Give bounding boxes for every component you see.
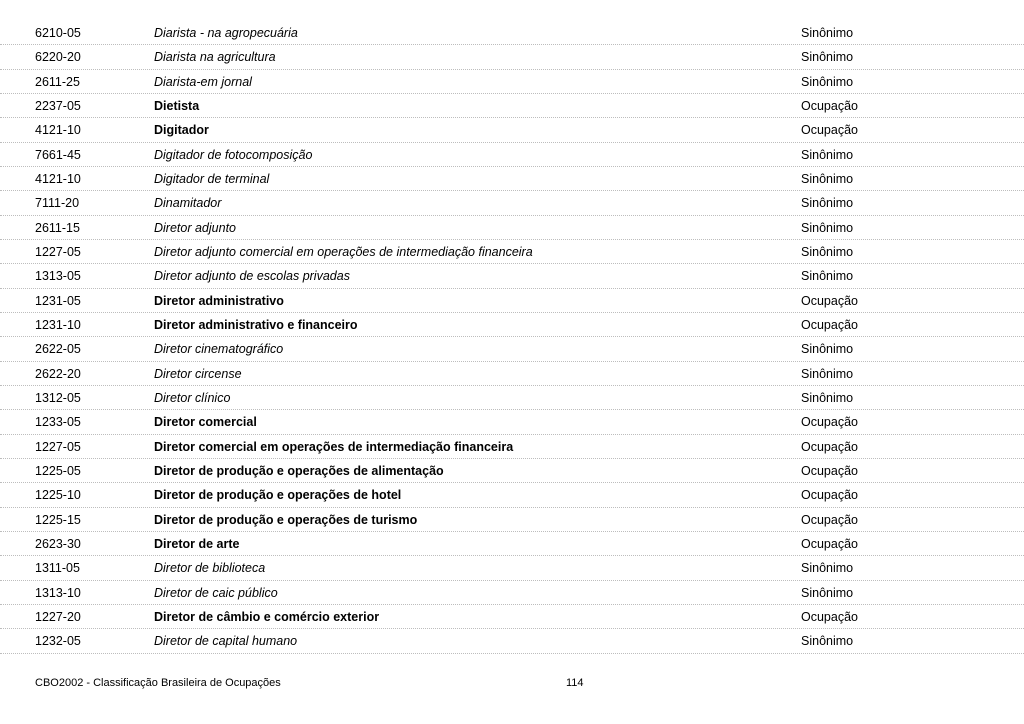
entry-type: Sinônimo: [801, 366, 854, 381]
table-row: [0, 483, 1024, 507]
entry-type: Sinônimo: [801, 342, 854, 357]
table-row: [0, 21, 1024, 45]
entry-type: Sinônimo: [801, 220, 854, 235]
occupation-title: Diretor de produção e operações de alimentação: [154, 463, 444, 478]
table-row: [0, 94, 1024, 118]
entry-type: Sinônimo: [801, 50, 854, 65]
occupation-title: Diretor adjunto de escolas privadas: [154, 269, 350, 284]
table-row: [0, 240, 1024, 264]
page-footer: [0, 676, 1024, 692]
occupation-title: Diretor cinematográfico: [154, 342, 284, 357]
occupation-code: 2623-30: [35, 536, 81, 551]
occupation-title: Diretor comercial: [154, 415, 257, 430]
table-row: [0, 532, 1024, 556]
occupation-code: 6220-20: [35, 50, 81, 65]
entry-type: Sinônimo: [801, 171, 854, 186]
entry-type: Ocupação: [801, 463, 858, 478]
occupation-title: Diretor de caic público: [154, 585, 278, 600]
occupation-title: Diretor adjunto comercial em operações de intermediação financeira: [154, 244, 533, 259]
entry-type: Sinônimo: [801, 561, 854, 576]
occupation-code: 1231-10: [35, 317, 81, 332]
table-row: [0, 264, 1024, 288]
occupation-code: 2611-25: [35, 74, 80, 89]
table-row: [0, 191, 1024, 215]
occupation-code: 1231-05: [35, 293, 81, 308]
entry-type: Sinônimo: [801, 244, 854, 259]
occupation-code: 2611-15: [35, 220, 80, 235]
entry-type: Sinônimo: [801, 634, 854, 649]
occupation-code: 1225-10: [35, 488, 81, 503]
table-row: [0, 289, 1024, 313]
occupation-table: [0, 21, 1024, 654]
occupation-code: 1233-05: [35, 415, 81, 430]
entry-type: Ocupação: [801, 317, 858, 332]
occupation-title: Diretor clínico: [154, 390, 231, 405]
occupation-title: Diretor de câmbio e comércio exterior: [154, 609, 380, 624]
occupation-title: Diretor administrativo: [154, 293, 284, 308]
occupation-code: 4121-10: [35, 171, 81, 186]
table-row: [0, 605, 1024, 629]
occupation-code: 1312-05: [35, 390, 81, 405]
page-number: 114: [566, 677, 584, 689]
occupation-code: 4121-10: [35, 123, 81, 138]
occupation-title: Digitador de terminal: [154, 171, 270, 186]
occupation-title: Diretor circense: [154, 366, 242, 381]
table-row: [0, 508, 1024, 532]
occupation-code: 7111-20: [35, 196, 80, 211]
table-row: [0, 167, 1024, 191]
occupation-code: 1313-05: [35, 269, 81, 284]
entry-type: Sinônimo: [801, 74, 854, 89]
entry-type: Ocupação: [801, 536, 858, 551]
occupation-title: Diretor administrativo e financeiro: [154, 317, 358, 332]
occupation-title: Diretor de arte: [154, 536, 240, 551]
occupation-title: Diarista - na agropecuária: [154, 26, 298, 40]
occupation-title: Diretor de produção e operações de hotel: [154, 488, 402, 503]
entry-type: Ocupação: [801, 512, 858, 527]
entry-type: Ocupação: [801, 439, 858, 454]
occupation-code: 6210-05: [35, 26, 81, 40]
table-row: [0, 45, 1024, 69]
entry-type: Sinônimo: [801, 26, 854, 40]
entry-type: Sinônimo: [801, 269, 854, 284]
occupation-code: 7661-45: [35, 147, 81, 162]
table-row: [0, 581, 1024, 605]
table-row: [0, 70, 1024, 94]
table-row: [0, 629, 1024, 653]
occupation-title: Diarista-em jornal: [154, 74, 252, 89]
entry-type: Ocupação: [801, 609, 858, 624]
table-row: [0, 216, 1024, 240]
entry-type: Ocupação: [801, 98, 858, 113]
table-row: [0, 435, 1024, 459]
footer-title: CBO2002 - Classificação Brasileira de Ocupações: [35, 677, 281, 689]
table-row: [0, 386, 1024, 410]
occupation-title: Diretor comercial em operações de intermediação financeira: [154, 439, 514, 454]
occupation-code: 1225-15: [35, 512, 81, 527]
entry-type: Ocupação: [801, 415, 858, 430]
entry-type: Sinônimo: [801, 147, 854, 162]
occupation-code: 1232-05: [35, 634, 81, 649]
table-row: [0, 118, 1024, 142]
table-row: [0, 337, 1024, 361]
table-row: [0, 410, 1024, 434]
occupation-title: Diretor adjunto: [154, 220, 236, 235]
entry-type: Ocupação: [801, 293, 858, 308]
table-row: [0, 313, 1024, 337]
table-row: [0, 362, 1024, 386]
entry-type: Sinônimo: [801, 390, 854, 405]
occupation-title: Diretor de produção e operações de turismo: [154, 512, 418, 527]
table-row: [0, 143, 1024, 167]
occupation-title: Diretor de biblioteca: [154, 561, 266, 576]
table-row: [0, 459, 1024, 483]
occupation-code: 2622-20: [35, 366, 81, 381]
entry-type: Sinônimo: [801, 585, 854, 600]
entry-type: Sinônimo: [801, 196, 854, 211]
occupation-title: Dinamitador: [154, 196, 222, 211]
occupation-title: Digitador de fotocomposição: [154, 147, 313, 162]
occupation-code: 2237-05: [35, 98, 81, 113]
occupation-code: 1227-05: [35, 244, 81, 259]
occupation-code: 1225-05: [35, 463, 81, 478]
occupation-code: 1313-10: [35, 585, 81, 600]
occupation-code: 2622-05: [35, 342, 81, 357]
occupation-title: Diarista na agricultura: [154, 50, 276, 65]
occupation-title: Diretor de capital humano: [154, 634, 298, 649]
occupation-code: 1311-05: [35, 561, 80, 576]
entry-type: Ocupação: [801, 123, 858, 138]
occupation-code: 1227-05: [35, 439, 81, 454]
occupation-code: 1227-20: [35, 609, 81, 624]
entry-type: Ocupação: [801, 488, 858, 503]
occupation-title: Dietista: [154, 98, 200, 113]
occupation-title: Digitador: [154, 123, 209, 138]
table-row: [0, 556, 1024, 580]
